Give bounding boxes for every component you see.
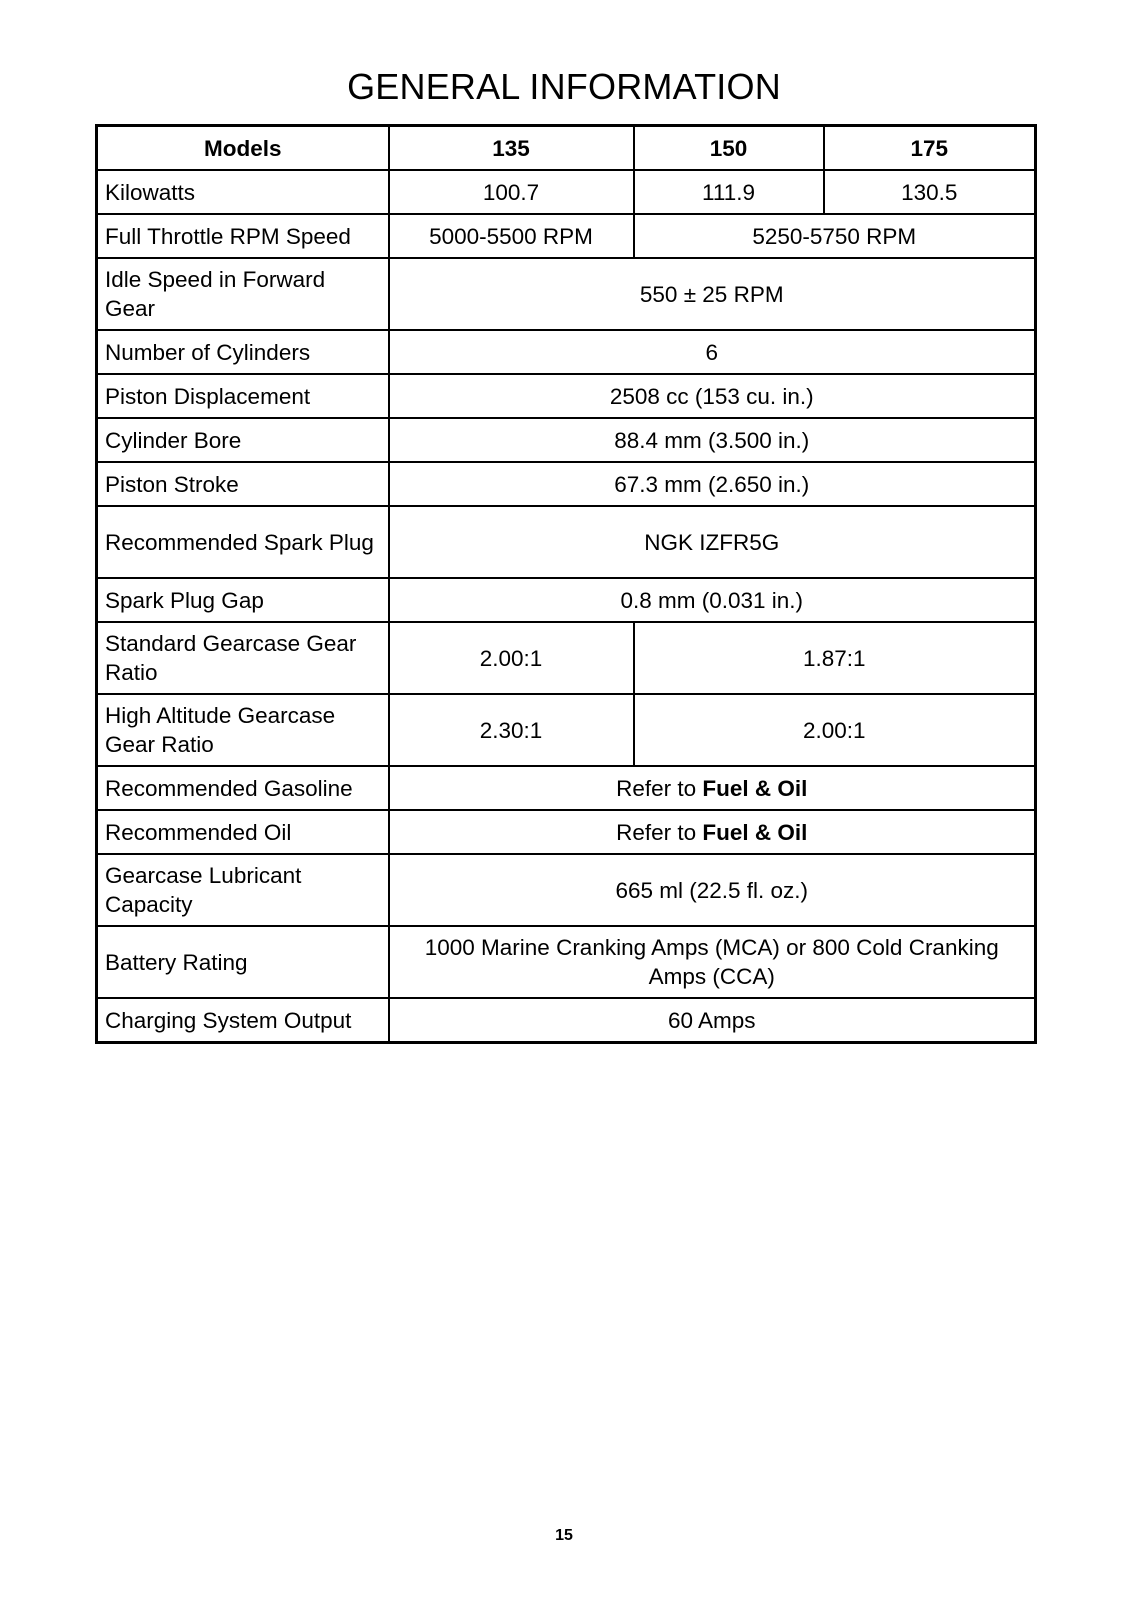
spec-table: [95, 124, 1037, 1044]
row-label: Battery Rating: [97, 926, 389, 998]
value-all: [389, 810, 1036, 854]
value-all: 88.4 mm (3.500 in.): [389, 418, 1036, 462]
row-label: Charging System Output: [97, 998, 389, 1043]
header-models: Models: [97, 126, 389, 171]
row-displacement: [97, 374, 1036, 418]
value-135: 2.30:1: [389, 694, 634, 766]
row-gasoline: [97, 766, 1036, 810]
value-all: 67.3 mm (2.650 in.): [389, 462, 1036, 506]
row-label: Recommended Spark Plug: [97, 506, 389, 578]
row-label: Kilowatts: [97, 170, 389, 214]
row-label: Cylinder Bore: [97, 418, 389, 462]
row-std-gear-ratio: [97, 622, 1036, 694]
row-label: Spark Plug Gap: [97, 578, 389, 622]
value-all: 0.8 mm (0.031 in.): [389, 578, 1036, 622]
value-all: 665 ml (22.5 fl. oz.): [389, 854, 1036, 926]
value-all: 6: [389, 330, 1036, 374]
row-label: Recommended Oil: [97, 810, 389, 854]
value-175: 130.5: [824, 170, 1036, 214]
page-title: GENERAL INFORMATION: [347, 66, 781, 107]
row-charging: [97, 998, 1036, 1043]
value-all: NGK IZFR5G: [389, 506, 1036, 578]
header-135: 135: [389, 126, 634, 171]
header-175: 175: [824, 126, 1036, 171]
value-135: 2.00:1: [389, 622, 634, 694]
fuel-oil-reference: Fuel & Oil: [702, 775, 808, 801]
row-label: Recommended Gasoline: [97, 766, 389, 810]
value-135: 5000-5500 RPM: [389, 214, 634, 258]
page-number: 15: [555, 1527, 573, 1544]
row-label: Piston Displacement: [97, 374, 389, 418]
row-cylinders: [97, 330, 1036, 374]
refer-to-text: Refer to: [616, 819, 703, 845]
row-battery: [97, 926, 1036, 998]
value-all: 550 ± 25 RPM: [389, 258, 1036, 330]
fuel-oil-reference: Fuel & Oil: [702, 819, 808, 845]
value-150-175: 5250-5750 RPM: [634, 214, 1036, 258]
value-150-175: 1.87:1: [634, 622, 1036, 694]
value-all: 1000 Marine Cranking Amps (MCA) or 800 Cold Cranking Amps (CCA): [389, 926, 1036, 998]
value-all: 60 Amps: [389, 998, 1036, 1043]
row-label: Number of Cylinders: [97, 330, 389, 374]
value-all: 2508 cc (153 cu. in.): [389, 374, 1036, 418]
row-kilowatts: [97, 170, 1036, 214]
row-lubricant: [97, 854, 1036, 926]
value-150-175: 2.00:1: [634, 694, 1036, 766]
row-spark-gap: [97, 578, 1036, 622]
row-full-throttle: [97, 214, 1036, 258]
row-oil: [97, 810, 1036, 854]
refer-to-text: Refer to: [616, 775, 703, 801]
row-bore: [97, 418, 1036, 462]
value-all: [389, 766, 1036, 810]
row-label: Standard Gearcase Gear Ratio: [97, 622, 389, 694]
row-label: Gearcase Lubricant Capacity: [97, 854, 389, 926]
row-spark-plug: [97, 506, 1036, 578]
row-label: Piston Stroke: [97, 462, 389, 506]
value-135: 100.7: [389, 170, 634, 214]
row-label: High Altitude Gearcase Gear Ratio: [97, 694, 389, 766]
header-150: 150: [634, 126, 824, 171]
value-150: 111.9: [634, 170, 824, 214]
row-stroke: [97, 462, 1036, 506]
row-idle-speed: [97, 258, 1036, 330]
row-label: Idle Speed in Forward Gear: [97, 258, 389, 330]
row-label: Full Throttle RPM Speed: [97, 214, 389, 258]
table-header-row: [97, 126, 1036, 171]
row-high-alt-ratio: [97, 694, 1036, 766]
